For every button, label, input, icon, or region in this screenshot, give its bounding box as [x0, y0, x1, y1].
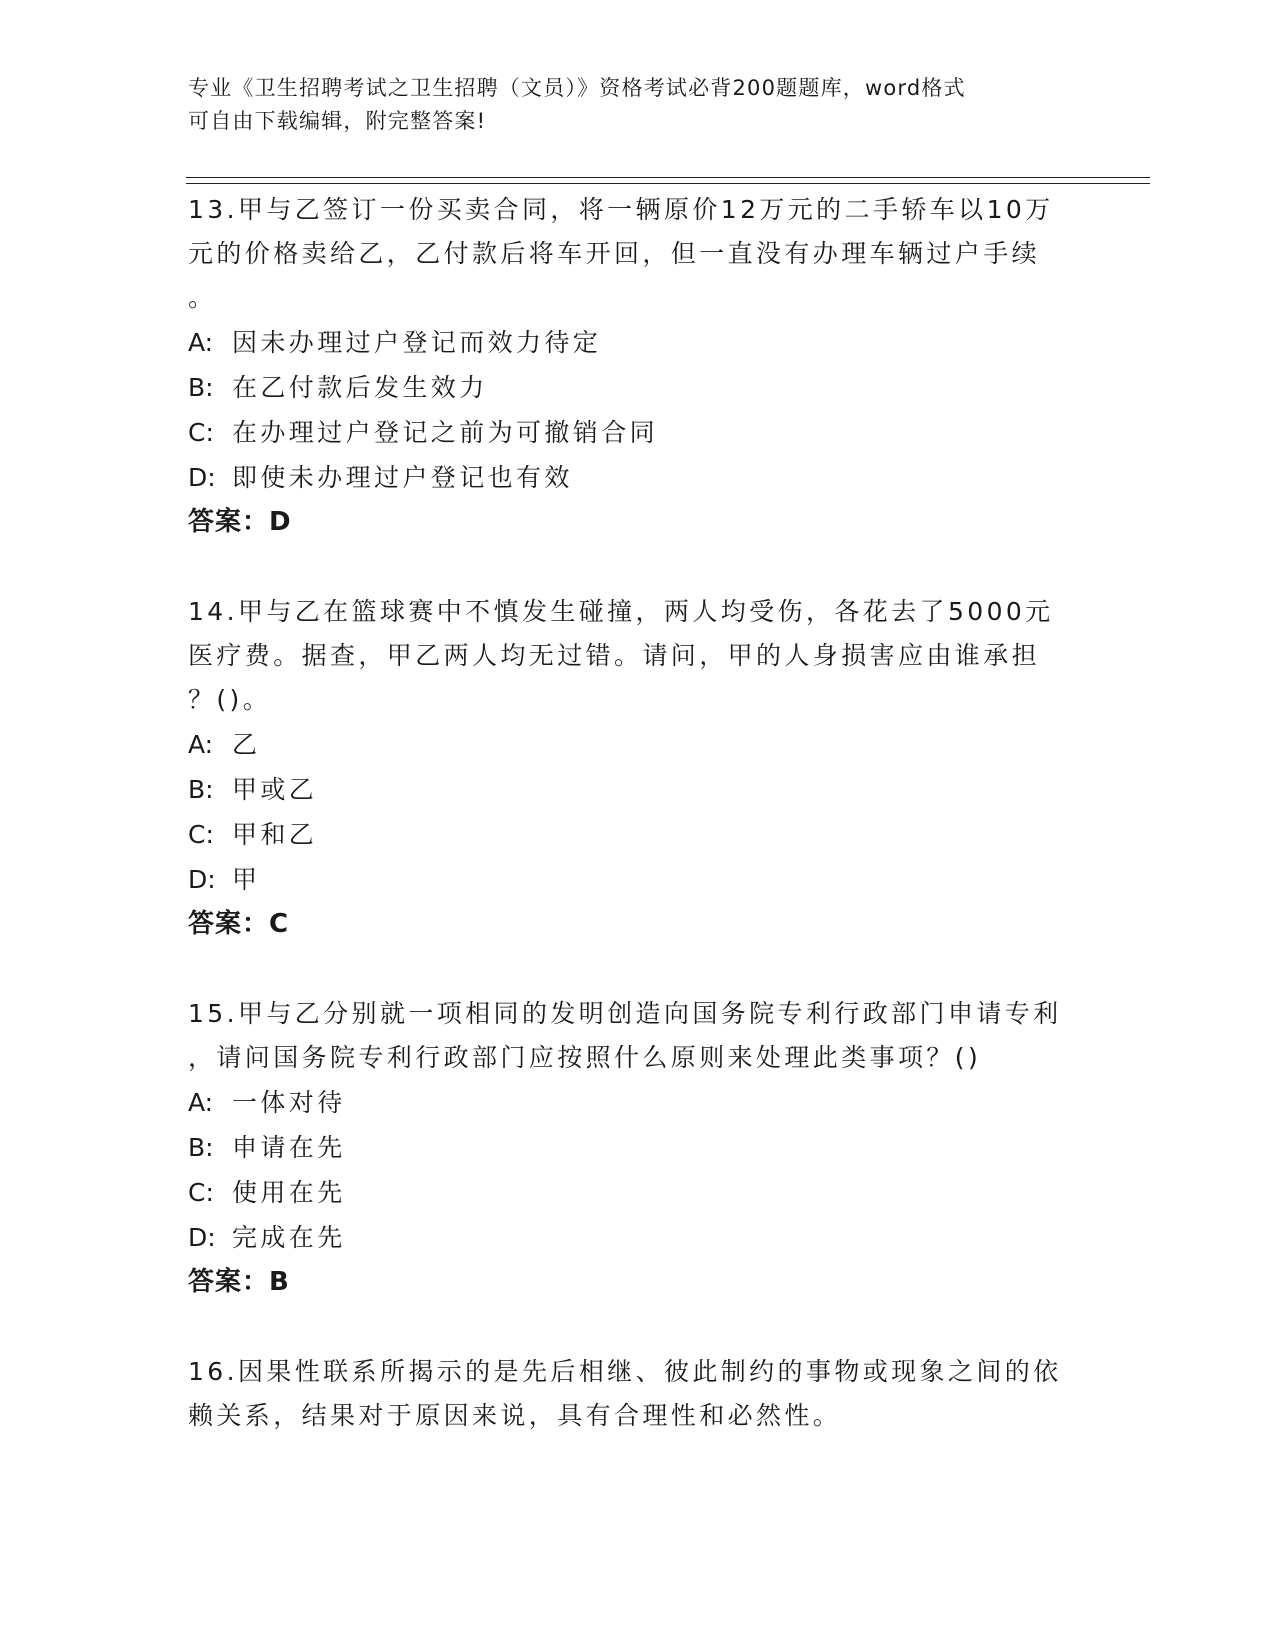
option-text: 乙: [232, 730, 261, 759]
option-text: 完成在先: [232, 1223, 346, 1252]
question-text-line: ？()。: [188, 685, 272, 714]
option-a: [188, 1080, 1088, 1125]
answer-line: 答案：C: [188, 909, 290, 939]
option-letter: D:: [188, 1223, 216, 1252]
option-text: 一体对待: [232, 1088, 346, 1117]
option-c: [188, 812, 1088, 857]
option-a: [188, 722, 1088, 767]
option-letter: C:: [188, 418, 214, 447]
option-letter: C:: [188, 1178, 214, 1207]
option-c: [188, 410, 1088, 455]
option-d: [188, 857, 1088, 902]
option-letter: D:: [188, 865, 216, 894]
option-text: 在办理过户登记之前为可撤销合同: [232, 418, 659, 447]
option-text: 甲或乙: [232, 775, 318, 804]
option-letter: D:: [188, 463, 216, 492]
option-text: 甲: [232, 865, 261, 894]
option-letter: A:: [188, 730, 214, 759]
spacer: [188, 947, 1088, 992]
question-text-line: 元的价格卖给乙，乙付款后将车开回，但一直没有办理车辆过户手续: [188, 239, 1041, 268]
header-line-2: 可自由下载编辑，附完整答案!: [188, 109, 487, 133]
question-text-line: 赖关系，结果对于原因来说，具有合理性和必然性。: [188, 1401, 842, 1430]
option-d: [188, 1215, 1088, 1260]
header-rule-top: [186, 177, 1150, 178]
option-letter: B:: [188, 373, 214, 402]
question-text-line: 15.甲与乙分别就一项相同的发明创造向国务院专利行政部门申请专利: [188, 999, 1062, 1028]
option-a: [188, 320, 1088, 365]
option-c: [188, 1170, 1088, 1215]
option-text: 因未办理过户登记而效力待定: [232, 328, 602, 357]
option-text: 甲和乙: [232, 820, 318, 849]
document-header: [188, 72, 1068, 138]
spacer: [188, 1305, 1088, 1350]
option-letter: B:: [188, 1133, 214, 1162]
question-text-line: 14.甲与乙在篮球赛中不慎发生碰撞，两人均受伤，各花去了5000元: [188, 597, 1054, 626]
option-b: [188, 1125, 1088, 1170]
question-16: [188, 1350, 1088, 1438]
option-letter: A:: [188, 1088, 214, 1117]
question-text-line: 13.甲与乙签订一份买卖合同，将一辆原价12万元的二手轿车以10万: [188, 195, 1054, 224]
question-text-line: 16.因果性联系所揭示的是先后相继、彼此制约的事物或现象之间的依: [188, 1357, 1062, 1386]
option-text: 在乙付款后发生效力: [232, 373, 488, 402]
question-13: [188, 188, 1088, 545]
option-letter: C:: [188, 820, 214, 849]
header-line-1: 专业《卫生招聘考试之卫生招聘（文员）》资格考试必背200题题库，word格式: [188, 76, 966, 100]
question-14: [188, 590, 1088, 947]
option-d: [188, 455, 1088, 500]
option-text: 申请在先: [232, 1133, 346, 1162]
spacer: [188, 545, 1088, 590]
option-text: 即使未办理过户登记也有效: [232, 463, 573, 492]
answer-line: 答案：D: [188, 507, 292, 537]
option-letter: A:: [188, 328, 214, 357]
option-text: 使用在先: [232, 1178, 346, 1207]
question-text-line: ，请问国务院专利行政部门应按照什么原则来处理此类事项？(): [188, 1043, 982, 1072]
question-list: [188, 188, 1088, 1438]
header-rule-bottom: [186, 183, 1150, 184]
question-15: [188, 992, 1088, 1305]
answer-line: 答案：B: [188, 1267, 290, 1297]
option-b: [188, 767, 1088, 812]
option-b: [188, 365, 1088, 410]
option-letter: B:: [188, 775, 214, 804]
question-text-line: 。: [188, 283, 217, 312]
question-text-line: 医疗费。据查，甲乙两人均无过错。请问，甲的人身损害应由谁承担: [188, 641, 1041, 670]
